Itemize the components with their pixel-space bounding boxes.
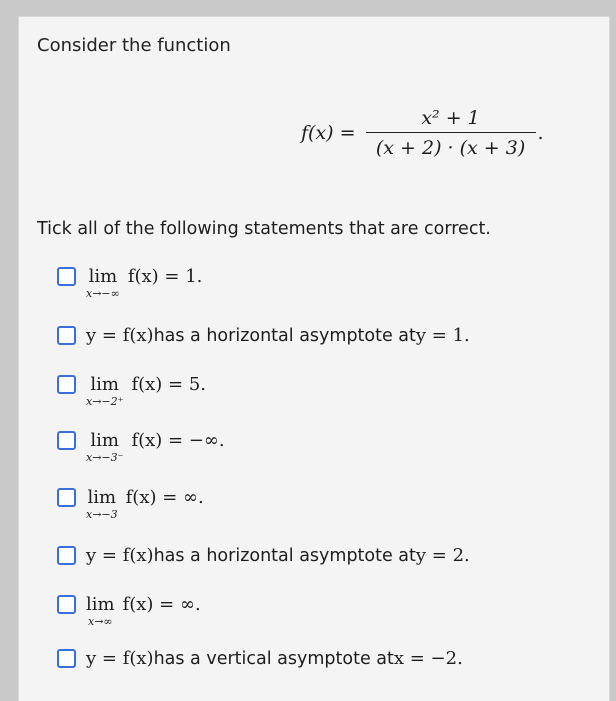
- prompt-text: Consider the function: [37, 35, 231, 56]
- option-2-checkbox[interactable]: [57, 326, 76, 345]
- limit-subscript: x→∞: [88, 615, 113, 628]
- question-card: [18, 16, 610, 701]
- limit-expression: f(x) = 1.: [127, 266, 203, 287]
- function-definition: [301, 107, 544, 159]
- lim-word: lim: [86, 594, 115, 615]
- option-4-checkbox[interactable]: [57, 431, 76, 450]
- option-1[interactable]: [57, 267, 202, 301]
- instruction-text: Tick all of the following statements that are correct.: [37, 219, 491, 239]
- option-5[interactable]: [57, 488, 204, 522]
- limit-operator: [86, 267, 120, 301]
- function-lhs: f(x) =: [301, 122, 356, 145]
- option-6-checkbox[interactable]: [57, 546, 76, 565]
- option-7[interactable]: [57, 595, 201, 629]
- option-text: has a vertical asymptote at: [153, 649, 394, 669]
- option-6[interactable]: [57, 546, 470, 566]
- option-8[interactable]: [57, 649, 463, 669]
- option-7-checkbox[interactable]: [57, 595, 76, 614]
- option-text: has a horizontal asymptote at: [153, 546, 416, 566]
- function-fraction: [366, 107, 536, 159]
- limit-subscript: x→−2⁺: [86, 395, 124, 408]
- limit-subscript: x→−3: [86, 508, 118, 521]
- function-period: .: [537, 122, 544, 145]
- option-math-post: x = −2.: [393, 648, 463, 669]
- limit-expression: f(x) = 5.: [131, 374, 207, 395]
- option-8-checkbox[interactable]: [57, 649, 76, 668]
- limit-operator: [86, 431, 123, 465]
- limit-subscript: x→−∞: [86, 287, 120, 300]
- lim-word: lim: [87, 487, 117, 508]
- limit-expression: f(x) = ∞.: [125, 487, 204, 508]
- limit-expression: f(x) = −∞.: [131, 430, 225, 451]
- limit-subscript: x→−3⁻: [86, 451, 124, 464]
- option-math-pre: y = f(x): [86, 545, 154, 566]
- option-2[interactable]: [57, 326, 470, 346]
- option-3[interactable]: [57, 375, 206, 409]
- option-4[interactable]: [57, 431, 225, 465]
- limit-expression: f(x) = ∞.: [122, 594, 201, 615]
- option-math-pre: y = f(x): [86, 648, 154, 669]
- option-3-checkbox[interactable]: [57, 375, 76, 394]
- lim-word: lim: [88, 266, 118, 287]
- option-math-post: y = 2.: [415, 545, 470, 566]
- fraction-denominator: (x + 2) · (x + 3): [375, 137, 526, 160]
- option-text: has a horizontal asymptote at: [153, 326, 416, 346]
- option-math-pre: y = f(x): [86, 325, 154, 346]
- lim-word: lim: [90, 374, 120, 395]
- limit-operator: [86, 375, 123, 409]
- limit-operator: [86, 488, 118, 522]
- limit-operator: [86, 595, 115, 629]
- fraction-numerator: x² + 1: [421, 107, 480, 129]
- lim-word: lim: [90, 430, 120, 451]
- option-math-post: y = 1.: [415, 325, 470, 346]
- option-5-checkbox[interactable]: [57, 488, 76, 507]
- option-1-checkbox[interactable]: [57, 267, 76, 286]
